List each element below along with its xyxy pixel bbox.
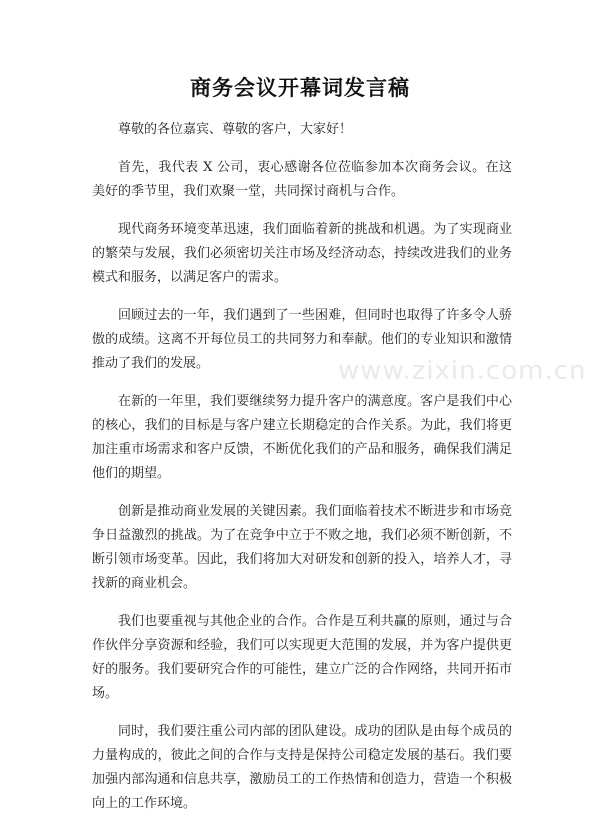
document-body bbox=[92, 118, 512, 830]
paragraph-welcome: 首先，我代表 X 公司，衷心感谢各位莅临参加本次商务会议。在这美好的季节里，我们欢聚一堂，共同探讨商机与合作。 bbox=[92, 160, 512, 199]
paragraph-customer: 在新的一年里，我们要继续努力提升客户的满意度。客户是我们中心的核心，我们的目标是与客户建立长期稳定的合作关系。为此，我们将更加注重市场需求和客户反馈，不断优化我们的产品和服务，确保我们满足他们的期望。 bbox=[92, 394, 512, 481]
paragraph-cooperation: 我们也要重视与其他企业的合作。合作是互利共赢的原则，通过与合作伙伴分享资源和经验，我们可以实现更大范围的发展，并为客户提供更好的服务。我们要研究合作的可能性，建立广泛的合作网络，共同开拓市场。 bbox=[92, 614, 512, 701]
page-title: 商务会议开幕词发言稿 bbox=[190, 76, 410, 100]
watermark-text: www.zixin.com.cn bbox=[338, 356, 587, 386]
paragraph-innovation: 创新是推动商业发展的关键因素。我们面临着技术不断进步和市场竞争日益激烈的挑战。为了在竞争中立于不败之地，我们必须不断创新，不断引领市场变革。因此，我们将加大对研发和创新的投入，培养人才，寻找新的商业机会。 bbox=[92, 504, 512, 591]
paragraph-environment: 现代商务环境变革迅速，我们面临着新的挑战和机遇。为了实现商业的繁荣与发展，我们必须密切关注市场及经济动态，持续改进我们的业务模式和服务，以满足客户的需求。 bbox=[92, 222, 512, 285]
paragraph-review: 回顾过去的一年，我们遇到了一些困难，但同时也取得了许多令人骄傲的成绩。这离不开每位员工的共同努力和奉献。他们的专业知识和激情推动了我们的发展。 bbox=[92, 308, 512, 371]
paragraph-teamwork: 同时，我们要注重公司内部的团队建设。成功的团队是由每个成员的力量构成的，彼此之间的合作与支持是保持公司稳定发展的基石。我们要加强内部沟通和信息共享，激励员工的工作热情和创造力，营造一个积极向上的工作环境。 bbox=[92, 724, 512, 811]
paragraph-greeting: 尊敬的各位嘉宾、尊敬的客户，大家好！ bbox=[118, 122, 353, 137]
